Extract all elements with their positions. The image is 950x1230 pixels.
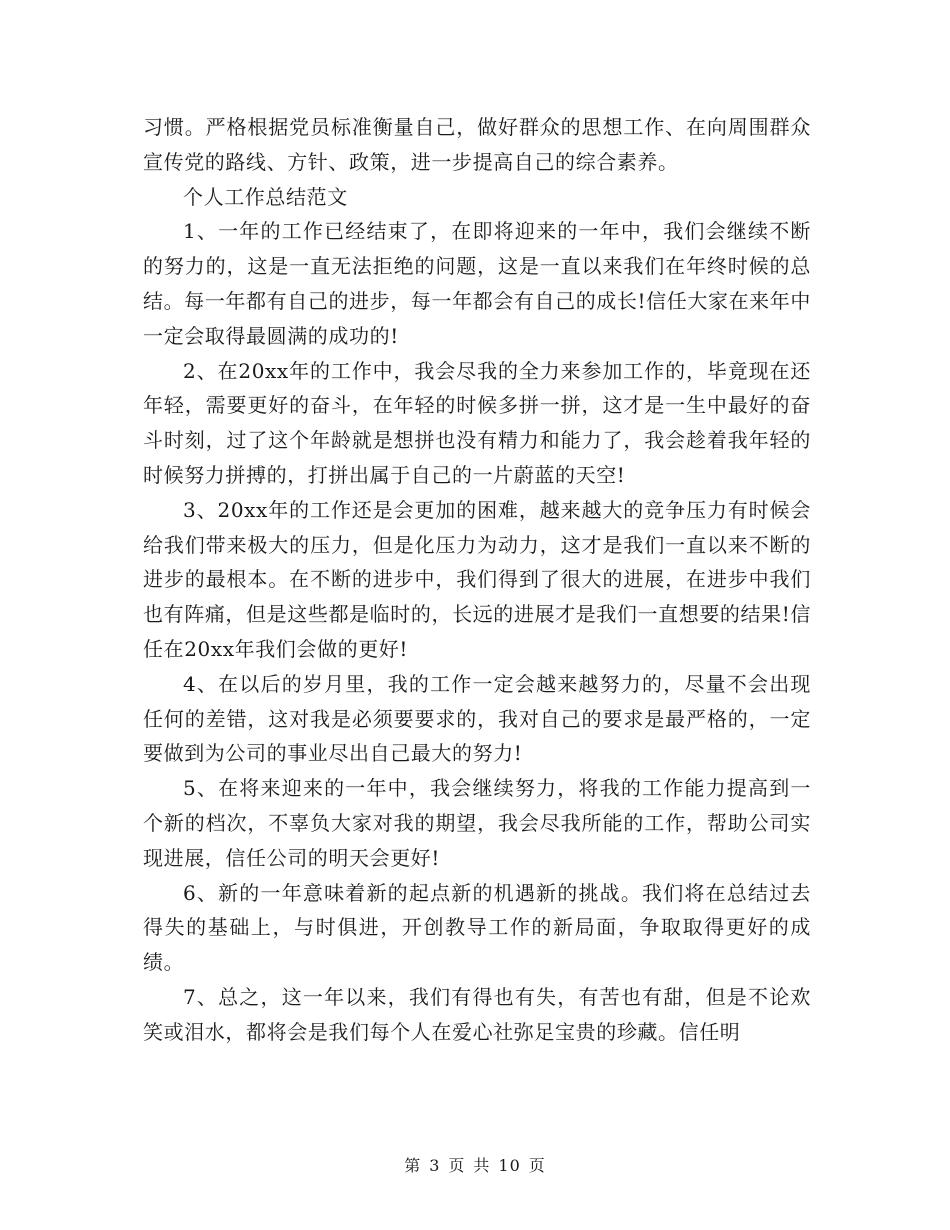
footer-total-pages: 10 [498,1156,521,1175]
footer-total-word: 共 [473,1156,491,1175]
footer-prefix: 第 [404,1156,422,1175]
footer-page-word: 页 [448,1156,466,1175]
paragraph-item-7: 7、总之，这一年以来，我们有得也有失，有苦也有甜，但是不论欢笑或泪水，都将会是我们每个人在爱心社弥足宝贵的珍藏。信任明 [143,984,811,1044]
paragraph-item-1: 1、一年的工作已经结束了，在即将迎来的一年中，我们会继续不断的努力的，这是一直无法拒绝的问题，这是一直以来我们在年终时候的总结。每一年都有自己的进步，每一年都会有自己的成长!信任大家在来年中一定会取得最圆满的成功的! [143,219,811,348]
paragraph-item-6: 6、新的一年意味着新的起点新的机遇新的挑战。我们将在总结过去得失的基础上，与时俱进，开创教导工作的新局面，争取取得更好的成绩。 [143,880,811,975]
paragraph-item-4: 4、在以后的岁月里，我的工作一定会越来越努力的，尽量不会出现任何的差错，这对我是必须要要求的，我对自己的要求是最严格的，一定要做到为公司的事业尽出自己最大的努力! [143,671,811,766]
page-footer [0,1153,950,1176]
paragraph-item-5: 5、在将来迎来的一年中，我会继续努力，将我的工作能力提高到一个新的档次，不辜负大家对我的期望，我会尽我所能的工作，帮助公司实现进展，信任公司的明天会更好! [143,776,811,870]
section-heading: 个人工作总结范文 [183,184,348,209]
paragraph-continuation: 习惯。严格根据党员标准衡量自己，做好群众的思想工作、在向周围群众宣传党的路线、方针、政策，进一步提高自己的综合素养。 [143,115,811,174]
paragraph-item-2: 2、在20xx年的工作中，我会尽我的全力来参加工作的，毕竟现在还年轻，需要更好的奋斗，在年轻的时候多拼一拼，这才是一生中最好的奋斗时刻，过了这个年龄就是想拼也没有精力和能力了，我会趁着我年轻的时候努力拼搏的，打拼出属于自己的一片蔚蓝的天空! [143,358,811,487]
footer-suffix: 页 [528,1156,546,1175]
document-body [143,110,811,1050]
paragraph-item-3: 3、20xx年的工作还是会更加的困难，越来越大的竞争压力有时候会给我们带来极大的压力，但是化压力为动力，这才是我们一直以来不断的进步的最根本。在不断的进步中，我们得到了很大的进展，在进步中我们也有阵痛，但是这些都是临时的，长远的进展才是我们一直想要的结果!信任在20xx年我们会做的更好! [143,497,811,661]
footer-page-number: 3 [429,1156,441,1175]
